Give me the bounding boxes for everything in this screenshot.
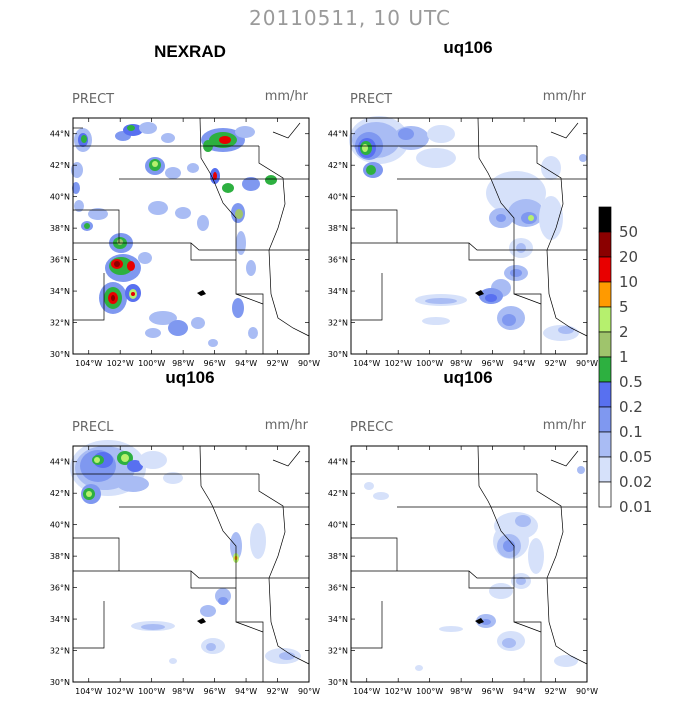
colorbar-label: 1 — [619, 348, 629, 366]
lon-tick-label: 98°W — [172, 359, 195, 368]
panel-2-units: mm/hr — [542, 89, 586, 104]
colorbar-box — [599, 482, 611, 507]
lon-tick-label: 96°W — [203, 687, 226, 696]
lat-tick-label: 30°N — [327, 678, 348, 687]
lon-tick-label: 90°W — [575, 687, 599, 696]
panel-4-units: mm/hr — [542, 418, 586, 433]
lon-tick-label: 104°W — [75, 359, 103, 368]
lat-tick-label: 32°N — [327, 646, 348, 656]
colorbar-label: 0.05 — [619, 448, 653, 466]
panel-4-map — [318, 440, 599, 702]
colorbar-label: 5 — [619, 298, 629, 316]
colorbar-box — [599, 432, 611, 457]
colorbar-label: 2 — [619, 323, 629, 341]
colorbar-label: 50 — [619, 223, 639, 241]
lat-tick-label: 34°N — [327, 287, 348, 297]
colorbar-label: 0.02 — [619, 473, 653, 491]
panel-2-map — [318, 112, 599, 374]
lon-tick-label: 104°W — [75, 687, 103, 696]
lon-tick-label: 96°W — [203, 359, 226, 368]
lat-tick-label: 40°N — [49, 520, 70, 530]
lon-tick-label: 94°W — [235, 359, 258, 368]
lon-tick-label: 90°W — [297, 359, 321, 368]
lon-tick-label: 100°W — [416, 687, 444, 696]
lon-tick-label: 94°W — [513, 359, 536, 368]
lat-tick-label: 42°N — [327, 489, 348, 499]
lat-tick-label: 40°N — [49, 192, 70, 202]
colorbar-label: 0.1 — [619, 423, 643, 441]
lon-tick-label: 92°W — [266, 687, 289, 696]
colorbar-box — [599, 357, 611, 382]
panel-1-variable: PRECT — [72, 92, 115, 107]
colorbar-box — [599, 457, 611, 482]
lat-tick-label: 30°N — [327, 350, 348, 359]
lat-tick-label: 34°N — [49, 615, 70, 625]
lon-tick-label: 98°W — [172, 687, 195, 696]
colorbar-box — [599, 257, 611, 282]
lon-tick-label: 94°W — [235, 687, 258, 696]
colorbar-boxes — [599, 207, 611, 507]
lat-tick-label: 38°N — [49, 224, 70, 234]
panel-4-title: uq106 — [443, 368, 493, 387]
lat-tick-label: 36°N — [327, 583, 348, 593]
lon-tick-label: 102°W — [106, 687, 134, 696]
lon-tick-label: 102°W — [384, 359, 412, 368]
colorbar-label: 10 — [619, 273, 639, 291]
colorbar — [596, 205, 696, 535]
lon-tick-label: 100°W — [416, 359, 444, 368]
colorbar-box — [599, 332, 611, 357]
lat-tick-label: 38°N — [327, 552, 348, 562]
lat-tick-label: 32°N — [327, 318, 348, 328]
colorbar-label: 0.5 — [619, 373, 643, 391]
lon-tick-label: 100°W — [138, 359, 166, 368]
lat-tick-label: 34°N — [49, 287, 70, 297]
lat-tick-label: 42°N — [49, 489, 70, 499]
lon-tick-label: 98°W — [450, 359, 473, 368]
lon-tick-label: 92°W — [544, 359, 567, 368]
colorbar-box — [599, 232, 611, 257]
lat-tick-label: 36°N — [49, 255, 70, 265]
lon-tick-label: 96°W — [481, 687, 504, 696]
lat-tick-label: 40°N — [327, 192, 348, 202]
colorbar-box — [599, 382, 611, 407]
colorbar-box — [599, 207, 611, 232]
lon-tick-label: 92°W — [544, 687, 567, 696]
lon-tick-label: 90°W — [575, 359, 599, 368]
panel-3-map — [40, 440, 321, 702]
figure-title: 20110511, 10 UTC — [249, 6, 451, 30]
lat-tick-label: 44°N — [49, 129, 70, 139]
lat-tick-label: 44°N — [327, 457, 348, 467]
lat-tick-label: 38°N — [49, 552, 70, 562]
lat-tick-label: 44°N — [327, 129, 348, 139]
lon-tick-label: 102°W — [384, 687, 412, 696]
panel-3-title: uq106 — [165, 368, 215, 387]
panel-2-title: uq106 — [443, 38, 493, 57]
lat-tick-label: 32°N — [49, 318, 70, 328]
panel-1-title: NEXRAD — [154, 42, 226, 61]
lon-tick-label: 94°W — [513, 687, 536, 696]
lat-tick-label: 38°N — [327, 224, 348, 234]
panel-2-variable: PRECT — [350, 92, 393, 107]
lon-tick-label: 92°W — [266, 359, 289, 368]
lat-tick-label: 30°N — [49, 678, 70, 687]
lon-tick-label: 102°W — [106, 359, 134, 368]
lat-tick-label: 34°N — [327, 615, 348, 625]
colorbar-box — [599, 407, 611, 432]
panel-3-units: mm/hr — [264, 418, 308, 433]
lat-tick-label: 30°N — [49, 350, 70, 359]
lat-tick-label: 36°N — [327, 255, 348, 265]
lat-tick-label: 40°N — [327, 520, 348, 530]
lat-tick-label: 36°N — [49, 583, 70, 593]
panel-1-map — [40, 112, 321, 374]
lon-tick-label: 98°W — [450, 687, 473, 696]
panel-4-variable: PRECC — [350, 420, 394, 435]
panel-3-variable: PRECL — [72, 420, 114, 435]
panel-1-units: mm/hr — [264, 89, 308, 104]
lon-tick-label: 104°W — [353, 359, 381, 368]
lon-tick-label: 104°W — [353, 687, 381, 696]
lon-tick-label: 96°W — [481, 359, 504, 368]
lon-tick-label: 100°W — [138, 687, 166, 696]
colorbar-labels — [619, 223, 652, 516]
lat-tick-label: 42°N — [327, 161, 348, 171]
colorbar-box — [599, 307, 611, 332]
colorbar-label: 0.01 — [619, 498, 653, 516]
lat-tick-label: 32°N — [49, 646, 70, 656]
lat-tick-label: 44°N — [49, 457, 70, 467]
colorbar-label: 0.2 — [619, 398, 643, 416]
colorbar-box — [599, 282, 611, 307]
colorbar-label: 20 — [619, 248, 639, 266]
lat-tick-label: 42°N — [49, 161, 70, 171]
lon-tick-label: 90°W — [297, 687, 321, 696]
